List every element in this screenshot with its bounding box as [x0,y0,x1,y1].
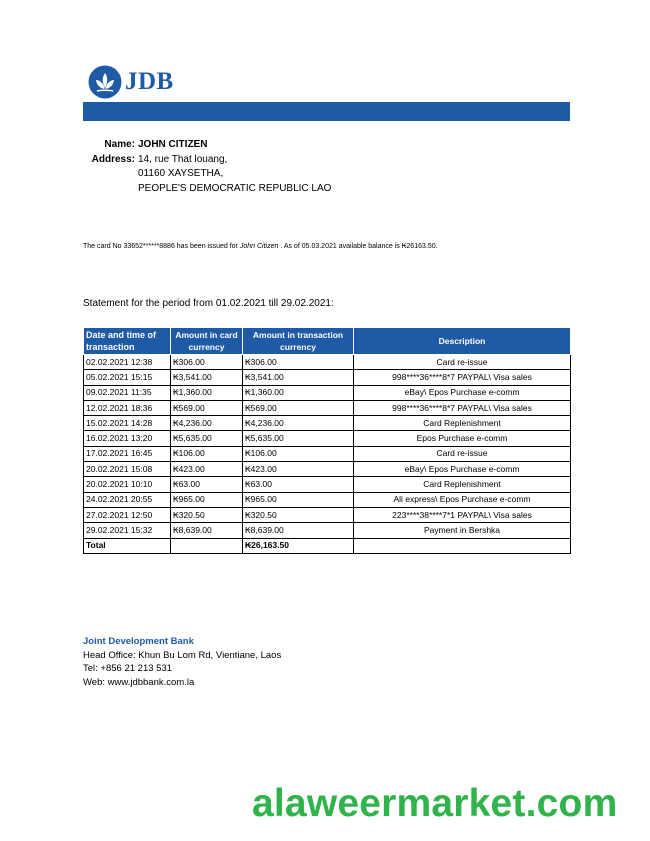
total-row [84,538,571,553]
cell-description: eBay\ Epos Purchase e-comm [354,462,571,477]
cell-date: 05.02.2021 15:15 [84,370,171,385]
cell-tx-amount: ₭423.00 [243,462,354,477]
total-empty [171,538,243,553]
cell-tx-amount: ₭63.00 [243,477,354,492]
table-row [84,400,571,415]
cell-card-amount: ₭63.00 [171,477,243,492]
cell-date: 02.02.2021 12:38 [84,355,171,370]
cell-description: Card Replenishment [354,416,571,431]
bank-name: Joint Development Bank [83,636,194,647]
table-row [84,355,571,370]
col-header-card-amount: Amount in card currency [171,328,243,355]
table-row [84,446,571,461]
cell-description: Card re-issue [354,446,571,461]
cell-card-amount: ₭306.00 [171,355,243,370]
cell-date: 17.02.2021 16:45 [84,446,171,461]
cell-date: 24.02.2021 20:55 [84,492,171,507]
cell-card-amount: ₭106.00 [171,446,243,461]
table-row [84,416,571,431]
cell-card-amount: ₭965.00 [171,492,243,507]
cell-card-amount: ₭569.00 [171,400,243,415]
cell-tx-amount: ₭3,541.00 [243,370,354,385]
total-empty [354,538,571,553]
statement-period: Statement for the period from 01.02.2021 till 29.02.2021: [83,298,334,309]
cell-date: 09.02.2021 11:35 [84,385,171,400]
cell-card-amount: ₭3,541.00 [171,370,243,385]
total-label: Total [84,538,171,553]
table-row [84,507,571,522]
cell-description: eBay\ Epos Purchase e-comm [354,385,571,400]
logo-text: JDB [125,68,174,95]
cell-card-amount: ₭320.50 [171,507,243,522]
telephone: Tel: +856 21 213 531 [83,663,173,674]
address-label: Address: [91,153,135,165]
cell-tx-amount: ₭320.50 [243,507,354,522]
table-row [84,492,571,507]
cell-tx-amount: ₭569.00 [243,400,354,415]
cell-description: Ali express\ Epos Purchase e-comm [354,492,571,507]
col-header-tx-amount: Amount in transaction currency [243,328,354,355]
cell-date: 20.02.2021 10:10 [84,477,171,492]
table-row [84,477,571,492]
cell-description: Card re-issue [354,355,571,370]
table-row [84,523,571,538]
lotus-logo-icon [88,65,122,99]
cell-date: 16.02.2021 13:20 [84,431,171,446]
card-notice [83,243,438,250]
cell-description: 998****36****8*7 PAYPAL\ Visa sales [354,400,571,415]
watermark: alaweermarket.com [252,782,618,825]
customer-name: JOHN CITIZEN [138,139,208,150]
cell-tx-amount: ₭1,360.00 [243,385,354,400]
cell-card-amount: ₭1,360.00 [171,385,243,400]
col-header-description: Description [354,328,571,355]
table-row [84,385,571,400]
table-body [84,355,571,554]
table-header-row [84,328,571,355]
address-line: PEOPLE'S DEMOCRATIC REPUBLIC LAO [138,182,332,194]
cell-description: Epos Purchase e-comm [354,431,571,446]
cell-tx-amount: ₭106.00 [243,446,354,461]
cell-date: 20.02.2021 15:08 [84,462,171,477]
table-row [84,462,571,477]
cell-description: Card Replenishment [354,477,571,492]
col-header-date: Date and time of transaction [84,328,171,355]
table-row [84,431,571,446]
cell-tx-amount: ₭306.00 [243,355,354,370]
head-office: Head Office: Khun Bu Lom Rd, Vientiane, Laos [83,649,282,661]
cell-card-amount: ₭4,236.00 [171,416,243,431]
transactions-table [83,327,571,554]
cell-card-amount: ₭5,635.00 [171,431,243,446]
cell-card-amount: ₭423.00 [171,462,243,477]
cell-card-amount: ₭8,639.00 [171,523,243,538]
cell-tx-amount: ₭965.00 [243,492,354,507]
cell-date: 12.02.2021 18:36 [84,400,171,415]
card-notice-suffix: . As of 05.03.2021 available balance is ₭26163.50. [278,243,438,250]
cell-tx-amount: ₭4,236.00 [243,416,354,431]
cell-date: 27.02.2021 12:50 [84,507,171,522]
card-notice-prefix: The card No 33652******8886 has been issued for [83,243,240,250]
header-banner [83,102,570,121]
table-row [84,370,571,385]
cell-description: Payment in Bershka [354,523,571,538]
website: Web: www.jdbbank.com.la [83,676,195,688]
bank-logo [88,64,174,100]
cell-tx-amount: ₭8,639.00 [243,523,354,538]
cell-description: 998****36****8*7 PAYPAL\ Visa sales [354,370,571,385]
cell-date: 15.02.2021 14:28 [84,416,171,431]
cell-date: 29.02.2021 15:32 [84,523,171,538]
name-label: Name: [104,139,135,150]
total-value: ₭26,163.50 [243,538,354,553]
customer-details [83,138,331,196]
cell-description: 223****38****7*1 PAYPAL\ Visa sales [354,507,571,522]
address-line: 01160 XAYSETHA, [138,168,224,179]
card-holder: John Citizen [239,243,279,250]
bank-footer [83,635,281,689]
cell-tx-amount: ₭5,635.00 [243,431,354,446]
address-line: 14, rue That louang, [138,153,228,165]
